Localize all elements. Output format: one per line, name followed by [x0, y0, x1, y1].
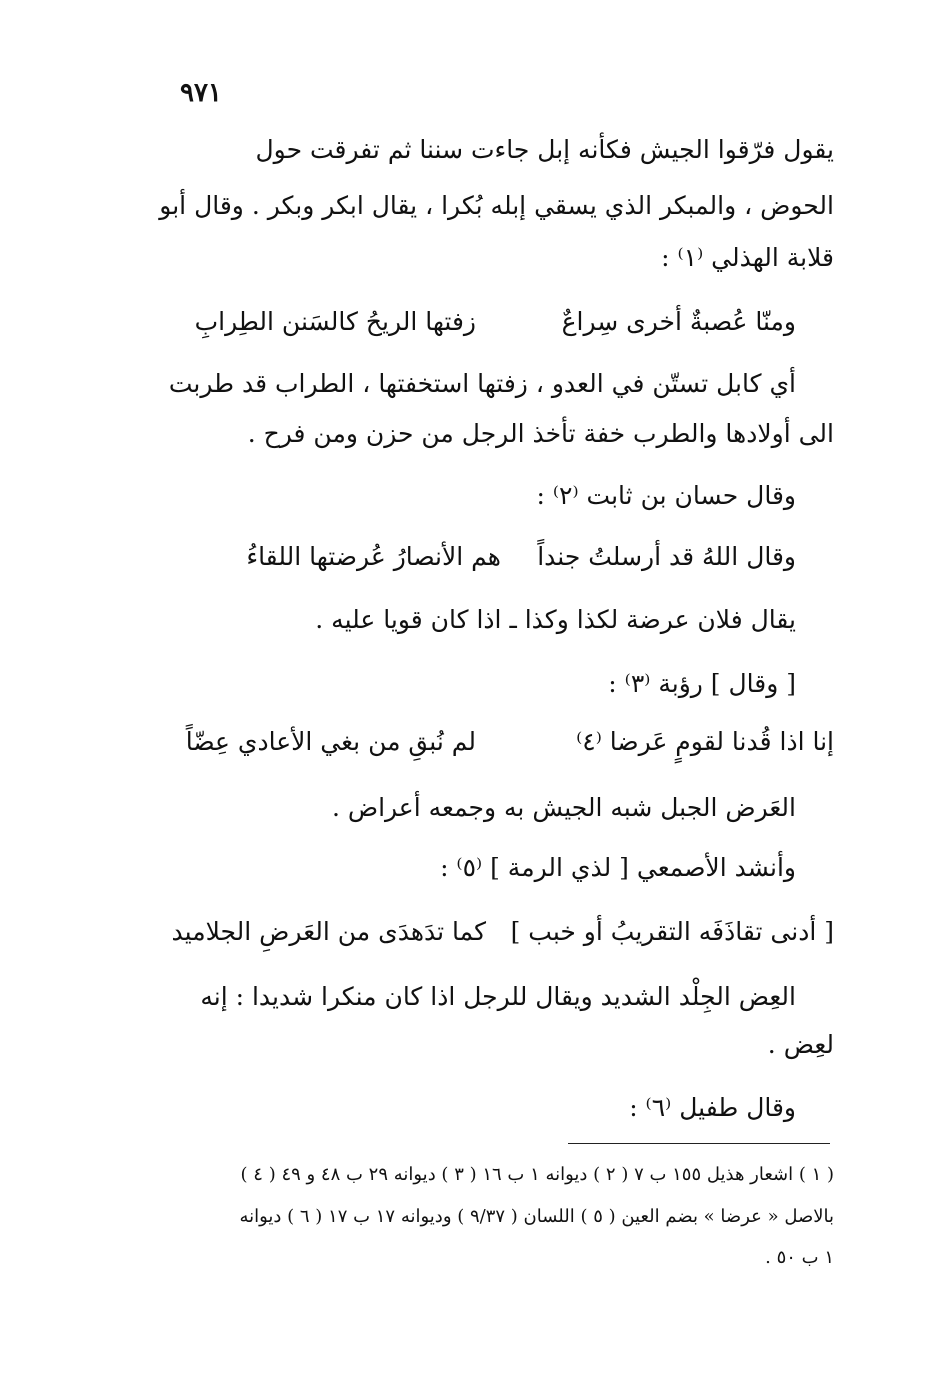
verse-second-hemistich: كما تدَهدَى من العَرضِ الجلاميد	[171, 917, 486, 946]
text-line: العَرض الجبل شبه الجيش به وجمعه أعراض .	[331, 793, 796, 822]
text-line: الحوض ، والمبكر الذي يسقي إبله بُكرا ، يقال ابكر وبكر . وقال أبو	[159, 191, 834, 220]
verse-second-hemistich: زفتها الريحُ كالسَنن الطِرابِ	[194, 307, 476, 336]
text-line: وقال طفيل ⁽٦⁾ :	[629, 1093, 796, 1122]
text-line: العِض الجِلْد الشديد ويقال للرجل اذا كان منكرا شديدا : إنه	[200, 982, 796, 1011]
page-number: ٩٧١	[180, 78, 222, 108]
verse-first-hemistich: وقال اللهُ قد أرسلتُ جنداً	[537, 542, 796, 571]
text-line: [ وقال ] رؤبة ⁽٣⁾ :	[608, 669, 796, 698]
text-line: لعِض .	[767, 1030, 834, 1059]
text-line: وقال حسان بن ثابت ⁽٢⁾ :	[536, 481, 796, 510]
text-line: يقول فرّقوا الجيش فكأنه إبل جاءت سننا ثم تفرقت حول	[255, 135, 834, 164]
footnote-line: ١ ب ٥٠ .	[765, 1247, 834, 1268]
verse-second-hemistich: لم نُبقِ من بغي الأعادي عِضّاً	[185, 727, 476, 756]
verse-second-hemistich: هم الأنصارُ عُرضتها اللقاءُ	[246, 542, 501, 571]
text-line: وأنشد الأصمعي [ لذي الرمة ] ⁽٥⁾ :	[440, 853, 796, 882]
footnote-line: بالاصل « عرضا » بضم العين ( ٥ ) اللسان ( ٩/٣٧ ) وديوانه ١٧ ب ١٧ ( ٦ ) ديوانه	[239, 1206, 834, 1227]
text-line: يقال فلان عرضة لكذا وكذا ـ اذا كان قويا عليه .	[315, 605, 796, 634]
verse-first-hemistich: ومنّا عُصبةٌ أخرى سِراعٌ	[561, 307, 796, 336]
verse-first-hemistich: إنا اذا قُدنا لقومٍ عَرضا ⁽٤⁾	[576, 727, 834, 756]
text-line: الى أولادها والطرب خفة تأخذ الرجل من حزن ومن فرح .	[247, 419, 834, 448]
footnote-divider	[568, 1143, 830, 1144]
text-line: أي كابل تستّن في العدو ، زفتها استخفتها ، الطراب قد طربت	[168, 369, 796, 398]
verse-first-hemistich: [ أدنى تقاذَفَه التقريبُ أو خبب ]	[510, 917, 834, 946]
footnote-line: ( ١ ) اشعار هذيل ١٥٥ ب ٧ ( ٢ ) ديوانه ١ ب ١٦ ( ٣ ) ديوانه ٢٩ ب ٤٨ و ٤٩ ( ٤ )	[240, 1164, 834, 1185]
text-line: قلابة الهذلي ⁽١⁾ :	[661, 243, 834, 272]
